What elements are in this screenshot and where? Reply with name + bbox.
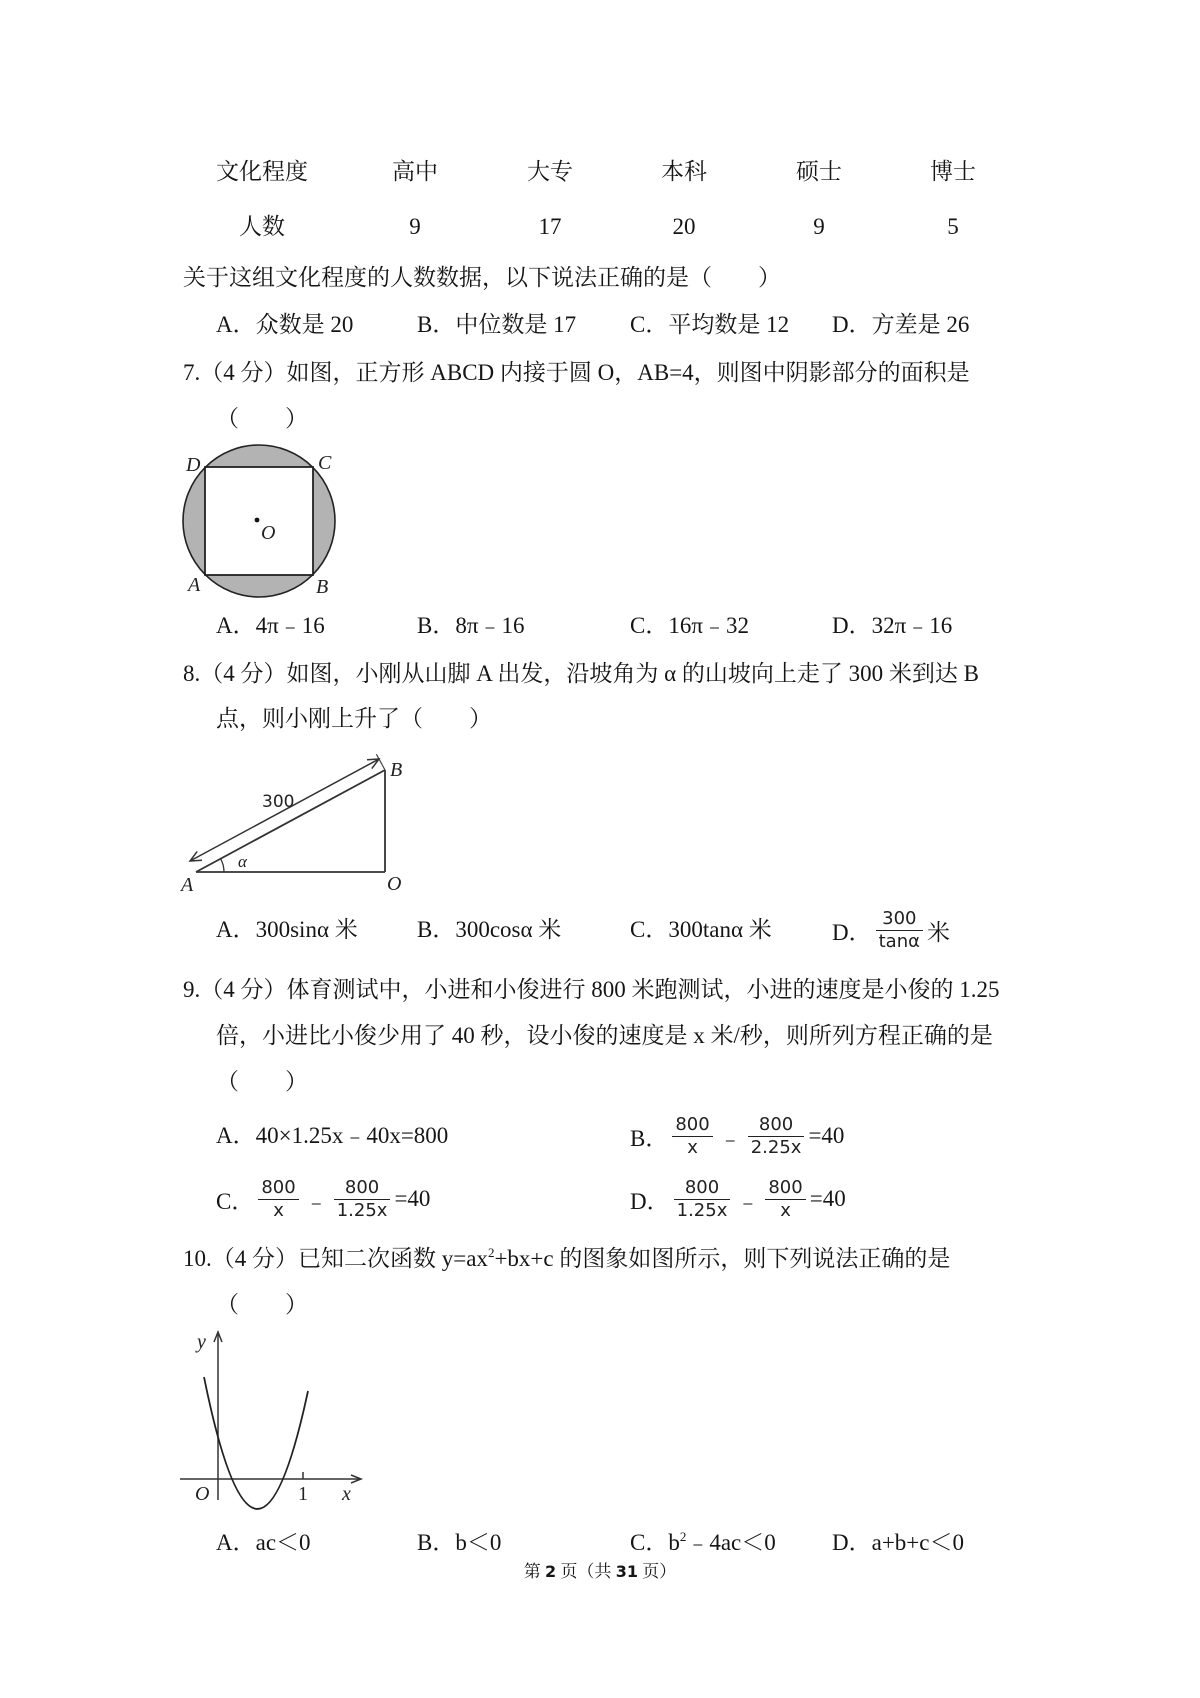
q9-option-c (216, 1171, 430, 1227)
table-header-cell: 大专 (527, 159, 573, 184)
page-number: 2 (545, 1562, 557, 1581)
denominator: 1.25x (336, 1199, 388, 1221)
denominator: x (687, 1136, 698, 1158)
table-count-cell: 17 (538, 214, 562, 239)
table-header-cell: 博士 (930, 159, 976, 184)
denominator: tanα (878, 930, 920, 952)
angle-arc (221, 859, 224, 872)
x-axis-label: x (342, 1483, 351, 1505)
length-label: 300 (262, 792, 295, 812)
q8-stem-continued: 点，则小刚上升了（ ） (216, 706, 492, 731)
numerator: 800 (765, 1177, 805, 1200)
q7-option-d: D．32π﹣16 (832, 613, 953, 638)
q9-option-d (630, 1171, 846, 1227)
origin-label: O (195, 1483, 210, 1505)
y-axis-label: y (197, 1331, 206, 1353)
numerator: 800 (748, 1114, 805, 1137)
table-count-cell: 5 (947, 214, 959, 239)
slope-line (196, 770, 385, 872)
q9-option-a: A．40×1.25x﹣40x=800 (216, 1123, 449, 1148)
table-header-cell: 硕士 (796, 159, 842, 184)
q8-option-b: B．300cosα 米 (417, 917, 562, 942)
q8-stem: 8.（4 分）如图，小刚从山脚 A 出发，沿坡角为 α 的山坡向上走了 300 米到达 B (183, 661, 979, 686)
numerator: 800 (674, 1177, 731, 1200)
table-count-cell: 人数 (239, 214, 285, 239)
center-point (255, 518, 260, 523)
q8-slope-triangle-figure (180, 745, 415, 895)
q8-option-c: C．300tanα 米 (630, 917, 772, 942)
q10-answer-blank: （ ） (216, 1292, 308, 1317)
label-a: A (188, 574, 201, 596)
q7-option-c: C．16π﹣32 (630, 613, 749, 638)
extension-line (376, 754, 385, 770)
label-d: D (186, 454, 201, 476)
q10-stem (183, 1244, 950, 1274)
minus-sign: ﹣ (736, 1188, 760, 1214)
q10-option-d: D．a+b+c＜0 (832, 1530, 964, 1555)
label-o: O (261, 522, 276, 544)
q7-circle-square-figure (180, 445, 340, 600)
option-prefix: B． (630, 1125, 669, 1151)
option-suffix: 米 (927, 919, 950, 945)
q9-answer-blank: （ ） (216, 1069, 308, 1094)
angle-label: α (238, 852, 247, 871)
q10-option-c (630, 1528, 776, 1558)
option-text: ﹣4ac＜0 (686, 1530, 776, 1555)
q7-stem: 7.（4 分）如图，正方形 ABCD 内接于圆 O，AB=4，则图中阴影部分的面积是 (183, 360, 970, 385)
denominator: x (273, 1199, 284, 1221)
label-c: C (318, 452, 332, 474)
q6-stem: 关于这组文化程度的人数数据，以下说法正确的是（ ） (183, 265, 781, 290)
q8-option-d (832, 902, 950, 958)
minus-sign: ﹣ (718, 1125, 742, 1151)
fraction (334, 1177, 391, 1222)
total-pages: 31 (615, 1562, 638, 1581)
option-suffix: =40 (808, 1123, 845, 1148)
denominator: 2.25x (750, 1136, 802, 1158)
q7-option-a: A．4π﹣16 (216, 613, 325, 638)
table-count-cell: 20 (672, 214, 696, 239)
table-header-cell: 文化程度 (216, 159, 308, 184)
fraction (672, 1114, 712, 1159)
denominator: x (780, 1199, 791, 1221)
footer-text: 页） (637, 1562, 677, 1581)
denominator: 1.25x (676, 1199, 728, 1221)
q10-option-a: A．ac＜0 (216, 1530, 311, 1555)
option-text: C．b (630, 1530, 680, 1555)
q9-option-b (630, 1108, 844, 1164)
fraction (876, 908, 923, 953)
numerator: 300 (876, 908, 923, 931)
option-prefix: D． (832, 919, 872, 945)
q8-option-a: A．300sinα 米 (216, 917, 358, 942)
fraction (674, 1177, 731, 1222)
footer-text: 第 (523, 1562, 546, 1581)
table-header-cell: 本科 (661, 159, 707, 184)
table-count-cell: 9 (813, 214, 825, 239)
q10-option-b: B．b＜0 (417, 1530, 502, 1555)
q7-option-b: B．8π﹣16 (417, 613, 525, 638)
q6-option-d: D．方差是 26 (832, 312, 970, 337)
exponent: 2 (487, 1245, 495, 1260)
table-header-cell: 高中 (392, 159, 438, 184)
minus-sign: ﹣ (304, 1188, 328, 1214)
option-suffix: =40 (809, 1186, 846, 1211)
table-count-cell: 9 (409, 214, 421, 239)
fraction (765, 1177, 805, 1222)
label-o: O (387, 873, 402, 895)
q9-stem-continued: 倍，小进比小俊少用了 40 秒，设小俊的速度是 x 米/秒，则所列方程正确的是 (216, 1023, 993, 1048)
label-a: A (181, 874, 194, 896)
fraction (748, 1114, 805, 1159)
footer-text: 页（共 (556, 1562, 616, 1581)
q10-parabola-graph (170, 1320, 370, 1520)
option-prefix: D． (630, 1188, 670, 1214)
q6-option-c: C．平均数是 12 (630, 312, 790, 337)
fraction (258, 1177, 298, 1222)
numerator: 800 (334, 1177, 391, 1200)
option-prefix: C． (216, 1188, 255, 1214)
numerator: 800 (258, 1177, 298, 1200)
exponent: 2 (679, 1529, 687, 1544)
page-footer (0, 1561, 1200, 1583)
numerator: 800 (672, 1114, 712, 1137)
stem-text: +bx+c 的图象如图所示，则下列说法正确的是 (494, 1246, 951, 1271)
label-b: B (316, 576, 329, 598)
q6-option-a: A．众数是 20 (216, 312, 354, 337)
stem-text: 10.（4 分）已知二次函数 y=ax (183, 1246, 488, 1271)
q7-answer-blank: （ ） (216, 406, 308, 431)
x-tick-label: 1 (298, 1483, 308, 1505)
q6-option-b: B．中位数是 17 (417, 312, 577, 337)
parabola-curve (204, 1377, 308, 1509)
option-suffix: =40 (394, 1186, 431, 1211)
q9-stem: 9.（4 分）体育测试中，小进和小俊进行 800 米跑测试，小进的速度是小俊的 1.25 (183, 977, 1000, 1002)
label-b: B (390, 759, 403, 781)
